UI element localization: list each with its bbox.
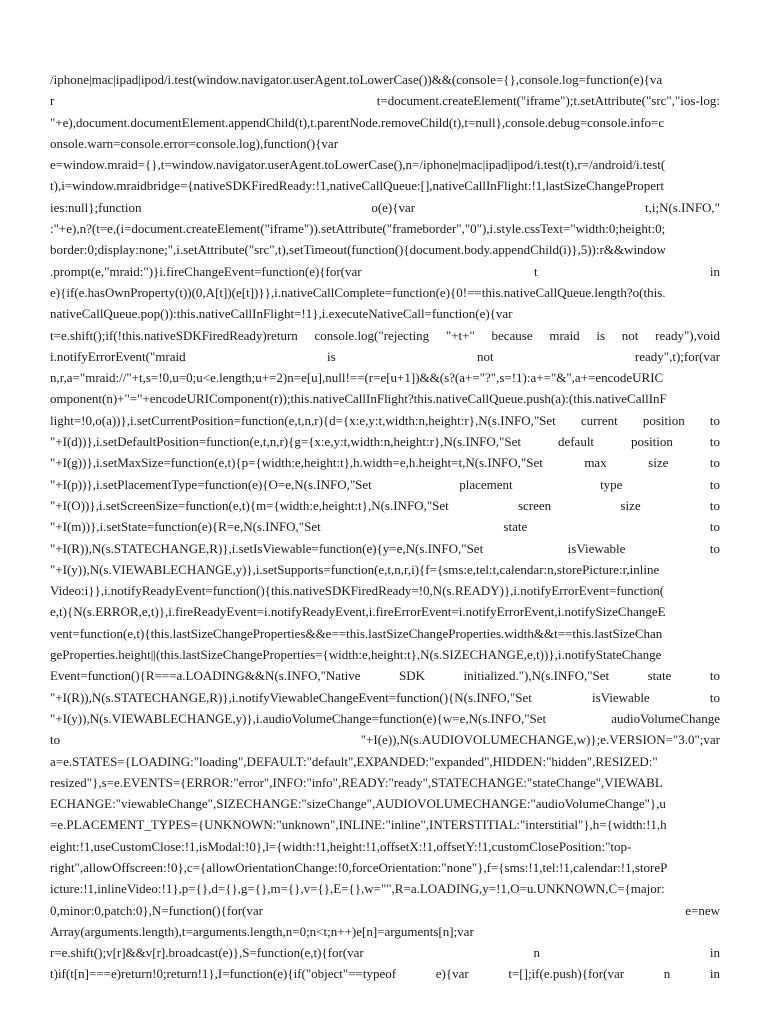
- code-line: t),i=window.mraidbridge={nativeSDKFiredReady:!1,nativeCallQueue:[],nativeCallInFlight:!1,lastSizeChangePropert: [50, 178, 664, 194]
- code-line: "+I(p))},i.setPlacementType=function(e){O=e,N(s.INFO,"Set placement type to: [50, 476, 720, 492]
- code-line: icture:!1,inlineVideo:!1},p={},d={},g={},m={},v={},E={},w="",R=a.LOADING,y=!1,O=u.UNKNOWN,C={major:: [50, 881, 665, 897]
- code-line: onsole.warn=console.error=console.log),function(){var: [50, 135, 339, 151]
- code-line: =e.PLACEMENT_TYPES={UNKNOWN:"unknown",INLINE:"inline",INTERSTITIAL:"interstitial"},h={width:!1,h: [50, 817, 667, 833]
- code-line: "+I(g))},i.setMaxSize=function(e,t){p={width:e,height:t},h.width=e,h.height=t,N(s.INFO,"Set max size to: [50, 455, 720, 471]
- code-line: "+e),document.documentElement.appendChild(t),t.parentNode.removeChild(t),t=null},console.debug=console.info=c: [50, 114, 665, 130]
- code-line: "+I(O))},i.setScreenSize=function(e,t){m={width:e,height:t},N(s.INFO,"Set screen size to: [50, 497, 720, 513]
- code-line: geProperties.height||(this.lastSizeChangeProperties={width:e,height:t},N(s.SIZECHANGE,e,t))},i.notifyStateChange: [50, 647, 662, 663]
- code-line: "+I(y)),N(s.VIEWABLECHANGE,y)},i.setSupports=function(e,t,n,r,i){f={sms:e,tel:t,calendar:n,storePicture:r,inline: [50, 561, 660, 577]
- code-line: t)if(t[n]===e)return!0;return!1},I=function(e){if("object"==typeof e){var t=[];if(e.push){for(var n in: [50, 966, 720, 982]
- code-line: to "+I(e)),N(s.AUDIOVOLUMECHANGE,w)};e.VERSION="3.0";var: [50, 732, 720, 748]
- code-line: r t=document.createElement("iframe");t.setAttribute("src","ios-log:: [50, 93, 720, 109]
- code-line: vent=function(e,t){this.lastSizeChangeProperties&&e==this.lastSizeChangeProperties.width&&t==this.lastSizeChan: [50, 625, 663, 641]
- code-line: i.notifyErrorEvent("mraid is not ready",t);for(var: [50, 348, 720, 364]
- code-line: omponent(n)+"="+encodeURIComponent(r));this.nativeCallInFlight?this.nativeCallQueue.push(a):(this.nativeCallInF: [50, 391, 667, 407]
- code-line: eight:!1,useCustomClose:!1,isModal:!0},l={width:!1,height:!1,offsetX:!1,offsetY:!1,customClosePosition:"top-: [50, 838, 632, 854]
- code-line: Video:i}},i.notifyReadyEvent=function(){this.nativeSDKFiredReady=!0,N(s.READY)},i.notifyErrorEvent=function(: [50, 583, 665, 599]
- code-line: e=window.mraid={},t=window.navigator.userAgent.toLowerCase(),n=/iphone|mac|ipad|ipod/i.test(t),r=/android/i.test(: [50, 157, 666, 173]
- code-line: .prompt(e,"mraid:")}i.fireChangeEvent=function(e){for(var t in: [50, 263, 720, 279]
- code-line: resized"},s=e.EVENTS={ERROR:"error",INFO:"info",READY:"ready",STATECHANGE:"stateChange",VIEWABL: [50, 774, 663, 790]
- code-line: 0,minor:0,patch:0},N=function(){for(var e=new: [50, 902, 720, 918]
- code-line: r=e.shift();v[r]&&v[r].broadcast(e)},S=function(e,t){for(var n in: [50, 945, 720, 961]
- code-line: "+I(R)),N(s.STATECHANGE,R)},i.setIsViewable=function(e){y=e,N(s.INFO,"Set isViewable to: [50, 540, 720, 556]
- code-line: "+I(m))},i.setState=function(e){R=e,N(s.INFO,"Set state to: [50, 519, 720, 535]
- code-line: :"+e),n?(t=e,(i=document.createElement("iframe")).setAttribute("frameborder","0"),i.style.cssText="width:0;height:0;: [50, 221, 666, 237]
- code-line: /iphone|mac|ipad|ipod/i.test(window.navigator.userAgent.toLowerCase())&&(console={},console.log=function(e){va: [50, 72, 663, 87]
- minified-script-text: [50, 69, 720, 985]
- code-line: light=!0,o(a))},i.setCurrentPosition=function(e,t,n,r){d={x:e,y:t,width:n,height:r},N(s.INFO,"Set current position to: [50, 412, 720, 428]
- code-line: "+I(R)),N(s.STATECHANGE,R)},i.notifyViewableChangeEvent=function(){N(s.INFO,"Set isViewable to: [50, 689, 720, 705]
- code-line: border:0;display:none;",i.setAttribute("src",t),setTimeout(function(){document.body.appendChild(i)},5)):r&&window: [50, 242, 666, 258]
- code-line: n,r,a="mraid://"+t,s=!0,u=0;u<e.length;u+=2)n=e[u],null!==(r=e[u+1])&&(s?(a+="?",s=!1):a+="&",a+=encodeURIC: [50, 370, 664, 386]
- code-line: Array(arguments.length),t=arguments.length,n=0;n<t;n++)e[n]=arguments[n];var: [50, 923, 474, 939]
- code-line: "+I(d))},i.setDefaultPosition=function(e,t,n,r){g={x:e,y:t,width:n,height:r},N(s.INFO,"Set default position to: [50, 434, 720, 450]
- code-line: a=e.STATES={LOADING:"loading",DEFAULT:"default",EXPANDED:"expanded",HIDDEN:"hidden",RESIZED:": [50, 753, 658, 769]
- code-line: right",allowOffscreen:!0},c={allowOrientationChange:!0,forceOrientation:"none"},f={sms:!1,tel:!1,calendar:!1,storeP: [50, 859, 668, 875]
- code-line: ies:null};function o(e){var t,i;N(s.INFO,": [50, 199, 720, 215]
- code-line: ECHANGE:"viewableChange",SIZECHANGE:"sizeChange",AUDIOVOLUMECHANGE:"audioVolumeChange"},u: [50, 796, 666, 812]
- code-line: "+I(y)),N(s.VIEWABLECHANGE,y)},i.audioVolumeChange=function(e){w=e,N(s.INFO,"Set audioVolumeChange: [50, 710, 720, 726]
- code-line: t=e.shift();if(!this.nativeSDKFiredReady)return console.log("rejecting "+t+" because mraid is not ready"),void: [50, 327, 720, 343]
- code-line: e){if(e.hasOwnProperty(t))(0,A[t])(e[t])}},i.nativeCallComplete=function(e){0!==this.nativeCallQueue.length?o(this.: [50, 284, 666, 300]
- code-line: nativeCallQueue.pop()):this.nativeCallInFlight=!1},i.executeNativeCall=function(e){var: [50, 306, 513, 322]
- code-line: Event=function(){R===a.LOADING&&N(s.INFO,"Native SDK initialized."),N(s.INFO,"Set state to: [50, 668, 720, 684]
- code-line: e,t){N(s.ERROR,e,t)},i.fireReadyEvent=i.notifyReadyEvent,i.fireErrorEvent=i.notifyErrorEvent,i.notifySizeChangeE: [50, 604, 666, 620]
